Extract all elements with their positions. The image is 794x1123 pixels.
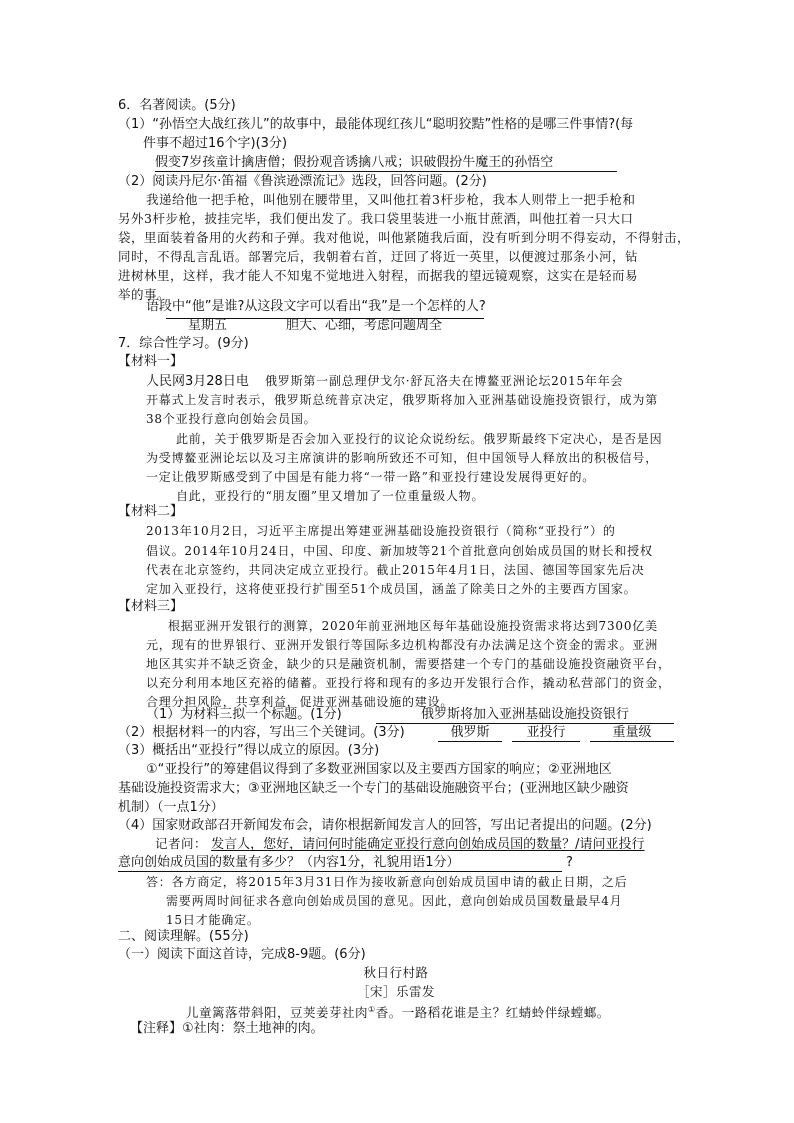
q6-part1-line1: （1）“孙悟空大战红孩儿”的故事中，最能体现红孩儿“聪明狡黠”性格的是哪三件事情?(每 — [118, 117, 634, 132]
poem-author: ［宋］乐雷发 — [356, 984, 435, 999]
material-one-line2: 开幕式上发言时表示，俄罗斯总统普京决定，俄罗斯将加入亚洲基础设施投资银行，成为第 — [146, 393, 659, 407]
q7-sub3-answer-line: 机制）（一点1分） — [118, 800, 224, 815]
material-one-label: 【材料一】 — [118, 354, 184, 369]
q6-part1-answer: 假变7岁孩童计擒唐僧；假扮观音诱擒八戒；识破假扮牛魔王的孙悟空 — [155, 155, 617, 172]
passage-line: 袋，里面装着备用的火药和子弹。我对他说，叫他紧随我后面，没有听到分明不得妄动，不得射击， — [118, 230, 691, 245]
dateline: 人民网3月28日电 — [146, 374, 249, 389]
material-one-line1-text: 俄罗斯第一副总理伊戈尔·舒瓦洛夫在博鳌亚洲论坛2015年年会 — [264, 374, 624, 388]
question-mark: ? — [566, 855, 573, 870]
spokesperson-reply-line: 答：各方商定，将2015年3月31日作为接收新意向创始成员国申请的截止日期，之后 — [146, 875, 628, 889]
material-one-p2-line: 一定让俄罗斯感受到了中国是有能力将“一带一路”和亚投行建设发展得更好的。 — [146, 470, 596, 484]
passage-line: 同时，不得乱言乱语。部署完后，我朝着右首，迂回了将近一英里，以便渡过那条小河，钻 — [118, 249, 639, 264]
keyword-answer: 俄罗斯 — [438, 725, 502, 742]
passage-line: 另外3杆步枪，披挂完毕，我们便出发了。我口袋里装进一小瓶甘蔗酒，叫他扛着一只大口 — [118, 211, 634, 226]
material-three-line: 地区其实并不缺乏资金，缺少的只是融资机制，需要搭建一个专门的基础设施投资融资平台， — [146, 657, 671, 671]
q6-heading: 6．名著阅读。(5分) — [118, 98, 236, 113]
material-two-line: 代表在北京签约，共同决定成立亚投行。截止2015年4月1日，法国、德国等国家先后决 — [146, 563, 645, 577]
q7-sub3-answer-line: 基础设施投资需求大；③亚洲地区缺乏一个专门的基础设施融资平台；(亚洲地区缺少融资 — [118, 781, 629, 796]
reporter-question-line2: 意向创始成员国的数量有多少？（内容1分，礼貌用语1分） — [118, 855, 562, 872]
material-two-line: 2013年10月2日，习近平主席提出筹建亚洲基础设施投资银行（简称“亚投行”）的 — [146, 524, 616, 538]
material-one-p2-line: 为受博鳌亚洲论坛以及习主席演讲的影响所致还不可知，但中国领导人释放出的积极信号， — [146, 451, 659, 465]
reporter-question-line1 — [155, 836, 645, 853]
reporter-lead: 记者问： — [155, 836, 208, 851]
q7-heading: 7．综合性学习。(9分) — [118, 336, 249, 351]
spokesperson-reply-line: 需要两周时间征求各意向创始成员国的意见。因此，意向创始成员国数量最早4月 — [166, 894, 623, 908]
section-two-subheading: （一）阅读下面这首诗，完成8-9题。(6分) — [118, 947, 366, 962]
poem-annotation: 【注释】①社肉：祭土地神的肉。 — [130, 1021, 324, 1036]
q7-sub4-question: （4）国家财政部召开新闻发布会，请你根据新闻发言人的回答，写出记者提出的问题。(2分) — [118, 818, 652, 833]
q7-sub3-question: （3）概括出“亚投行”得以成立的原因。(3分) — [118, 743, 380, 758]
answer-who: 星期五 — [188, 318, 228, 333]
poem-title: 秋日行村路 — [363, 965, 429, 980]
q6-part2-question: 语段中“他”是谁?从这段文字可以看出“我”是一个怎样的人? — [146, 299, 486, 314]
poem-line-part-b: 香。一路稻花谁是主？红蜻蛉伴绿螳螂。 — [375, 1005, 610, 1021]
poem-line — [186, 1002, 610, 1021]
q7-sub1-answer: 俄罗斯将加入亚洲基础设施投资银行 — [376, 707, 674, 724]
material-three-label: 【材料三】 — [118, 599, 184, 614]
material-one-p2-line: 此前，关于俄罗斯是否会加入亚投行的议论众说纷纭。俄罗斯最终下定决心，是否是因 — [176, 432, 663, 446]
material-two-line: 定加入亚投行，这将使亚投行扩围至51个成员国，涵盖了除美日之外的主要西方国家。 — [146, 582, 637, 596]
material-one-line1 — [146, 373, 623, 390]
answer-trait: 胆大、心细，考虑问题周全 — [286, 318, 443, 333]
q7-sub3-answer-line: ①“亚投行”的筹建倡议得到了多数亚洲国家以及主要西方国家的响应；②亚洲地区 — [146, 762, 612, 777]
passage-line: 进树林里，这样，我才能人不知鬼不觉地进入射程，而据我的望远镜观察，这实在是轻而易 — [118, 268, 639, 283]
material-three-line: 合理分担风险，共享利益，促进亚洲基础设施的建设。 — [146, 695, 454, 709]
reporter-answer-part1: 发言人，您好，请问何时能确定亚投行意向创始成员国的数量？/请问亚投行 — [211, 837, 645, 852]
material-two-label: 【材料二】 — [118, 504, 184, 519]
passage-line: 举的事。 — [118, 287, 171, 302]
q7-sub2-question: （2）根据材料一的内容，写出三个关键词。(3分) — [118, 725, 405, 740]
q6-part2-answer-line — [166, 318, 484, 333]
spokesperson-reply-line: 15日才能确定。 — [166, 913, 260, 927]
material-one-p3: 自此，亚投行的“朋友圈”里又增加了一位重量级人物。 — [176, 489, 485, 503]
poem-line-part-a: 儿童篱落带斜阳，豆荚姜芽社肉 — [186, 1005, 369, 1021]
material-three-line: 根据亚洲开发银行的测算，2020年前亚洲地区每年基础设施投资需求将达到7300亿美 — [168, 619, 658, 633]
material-one-line3: 38个亚投行意向创始会员国。 — [146, 412, 317, 426]
footnote-marker: ① — [368, 1005, 376, 1014]
material-three-line: 以充分利用本地区充裕的储蓄。亚投行将和现有的多边开发银行合作，撬动私营部门的资金， — [146, 676, 671, 690]
section-two-heading: 二、阅读理解。(55分) — [118, 929, 249, 944]
keyword-answer: 重量级 — [590, 725, 674, 742]
material-two-line: 倡议。2014年10月24日，中国、印度、新加坡等21个首批意向创始成员国的财长和授权 — [146, 544, 653, 558]
q6-part1-line2: 件事不超过16个字)(3分) — [143, 136, 288, 151]
passage-line: 我递给他一把手枪，叫他别在腰带里，又叫他扛着3杆步枪，我本人则带上一把手枪和 — [146, 192, 636, 207]
q7-sub1-question: （1）为材料三拟一个标题。(1分) — [146, 707, 342, 722]
q6-part2-prompt: （2）阅读丹尼尔·笛福《鲁滨逊漂流记》选段，回答问题。(2分) — [118, 174, 487, 189]
keyword-answer: 亚投行 — [512, 725, 580, 742]
material-three-line: 元，现有的世界银行、亚洲开发银行等国际多边机构都没有办法满足这个资金的需求。亚洲 — [146, 638, 659, 652]
